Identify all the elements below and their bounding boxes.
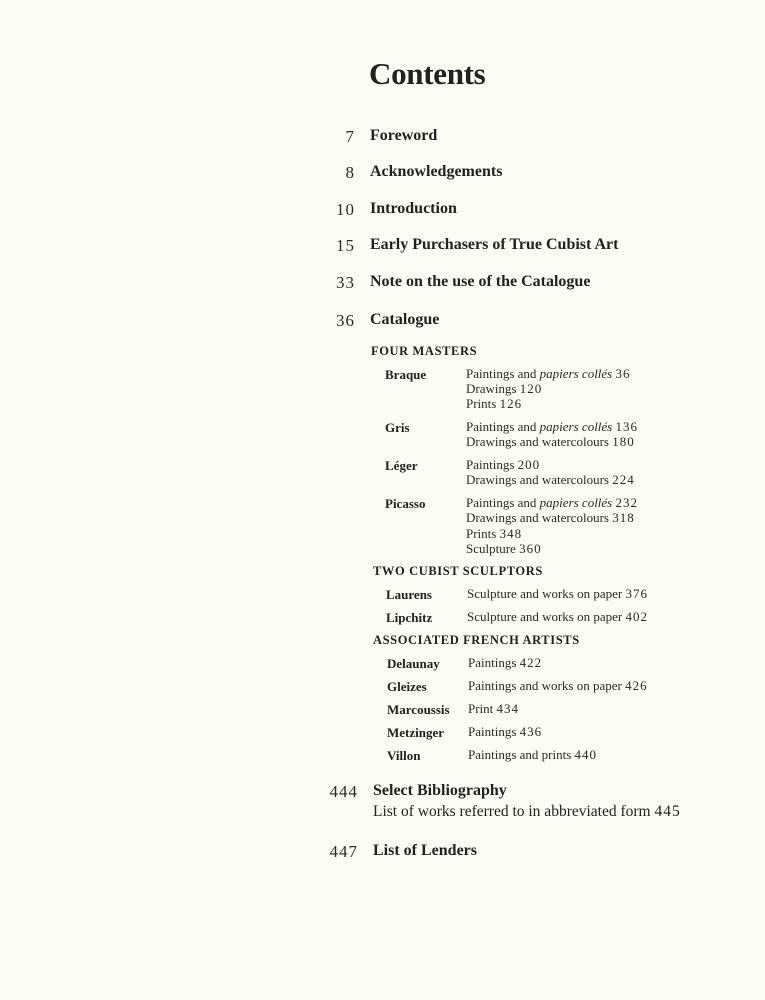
work-label: Paintings and (466, 495, 540, 510)
artist-work-line[interactable] (468, 701, 519, 716)
artist-work-line[interactable] (466, 457, 540, 472)
work-page-number: 360 (519, 541, 542, 556)
work-label: Paintings and works on paper (468, 678, 622, 693)
toc-entry-catalogue-note[interactable] (0, 273, 765, 299)
artist-work-line[interactable] (466, 366, 631, 381)
artist-work-line[interactable] (466, 495, 638, 510)
work-page-number: 232 (615, 495, 638, 510)
artist-work-line[interactable] (468, 724, 542, 739)
work-label: Drawings (466, 381, 517, 396)
artist-work-line[interactable] (466, 434, 635, 449)
work-page-number: 180 (612, 434, 635, 449)
work-label: Drawings and watercolours (466, 472, 609, 487)
work-label: Paintings (468, 655, 517, 670)
toc-page-number: 36 (336, 311, 355, 330)
work-label: Paintings and (466, 419, 540, 434)
artist-name-gleizes[interactable]: Gleizes (387, 679, 427, 694)
work-label-italic: papiers collés (539, 495, 613, 510)
artist-name-villon[interactable]: Villon (387, 748, 421, 763)
work-label: Prints (466, 396, 497, 411)
artist-work-line[interactable] (466, 381, 542, 396)
artist-work-line[interactable] (468, 747, 597, 762)
artist-name-lipchitz[interactable]: Lipchitz (386, 610, 433, 625)
toc-page-number: 7 (345, 127, 355, 146)
artist-work-line[interactable] (466, 510, 635, 525)
work-page-number: 348 (499, 526, 523, 541)
catalogue-section-heading: TWO CUBIST SCULPTORS (373, 564, 543, 578)
artist-name-gris[interactable]: Gris (385, 420, 410, 435)
artist-work-line[interactable] (466, 396, 522, 411)
toc-entry-lenders[interactable] (0, 842, 765, 868)
toc-entry-label: Catalogue (370, 311, 440, 328)
toc-entry-label: Foreword (370, 127, 438, 144)
bibliography-sub-entry[interactable] (373, 803, 681, 821)
catalogue-section-heading: ASSOCIATED FRENCH ARTISTS (373, 633, 580, 647)
toc-page-number: 15 (336, 236, 355, 255)
page-title: Contents (369, 56, 486, 91)
artist-name-braque[interactable]: Braque (385, 367, 427, 382)
toc-entry-introduction[interactable] (0, 200, 765, 226)
work-label: Sculpture and works on paper (467, 586, 623, 601)
work-page-number: 402 (625, 609, 648, 624)
artist-work-line[interactable] (468, 655, 542, 670)
bibliography-sub-page: 445 (654, 803, 681, 820)
work-label: Prints (466, 526, 497, 541)
work-page-number: 318 (612, 510, 635, 525)
toc-page-number: 444 (329, 782, 358, 801)
work-label: Drawings and watercolours (466, 510, 609, 525)
work-page-number: 440 (574, 747, 598, 762)
toc-entry-label: Early Purchasers of True Cubist Art (370, 236, 619, 253)
toc-page-number: 447 (329, 842, 358, 861)
work-label: Sculpture (466, 541, 516, 556)
work-page-number: 200 (517, 457, 541, 472)
toc-entry-catalogue[interactable] (0, 311, 765, 337)
toc-page-number: 10 (336, 200, 355, 219)
toc-page-number: 8 (345, 163, 355, 182)
work-label-italic: papiers collés (539, 419, 613, 434)
work-label: Paintings and (466, 366, 540, 381)
work-label: Paintings and prints (468, 747, 572, 762)
artist-name-picasso[interactable]: Picasso (385, 496, 426, 511)
artist-work-line[interactable] (466, 419, 638, 434)
work-label: Paintings (466, 457, 515, 472)
toc-page-number: 33 (336, 273, 355, 292)
work-label: Paintings (468, 724, 517, 739)
work-label-italic: papiers collés (539, 366, 613, 381)
work-label: Sculpture and works on paper (467, 609, 623, 624)
work-page-number: 436 (519, 724, 543, 739)
artist-work-line[interactable] (467, 609, 648, 624)
bibliography-sub-label: List of works referred to in abbreviated form (373, 803, 651, 820)
catalogue-section-heading: FOUR MASTERS (371, 344, 478, 358)
toc-entry-label: Acknowledgements (370, 163, 503, 180)
artist-name-delaunay[interactable]: Delaunay (387, 656, 440, 671)
work-label: Print (468, 701, 494, 716)
toc-entry-label: Note on the use of the Catalogue (370, 273, 591, 290)
toc-entry-label: Introduction (370, 200, 457, 217)
work-page-number: 120 (519, 381, 543, 396)
artist-work-line[interactable] (468, 678, 648, 693)
artist-work-line[interactable] (466, 526, 522, 541)
work-page-number: 136 (615, 419, 638, 434)
artist-work-line[interactable] (466, 472, 635, 487)
work-page-number: 376 (625, 586, 648, 601)
work-page-number: 36 (615, 366, 631, 381)
artist-name-marcoussis[interactable]: Marcoussis (387, 702, 450, 717)
work-page-number: 126 (499, 396, 523, 411)
work-page-number: 422 (519, 655, 543, 670)
toc-entry-label: List of Lenders (373, 842, 477, 859)
artist-name-metzinger[interactable]: Metzinger (387, 725, 445, 740)
toc-entry-early-purchasers[interactable] (0, 236, 765, 262)
work-page-number: 434 (496, 701, 520, 716)
artist-name-leger[interactable]: Léger (385, 458, 418, 473)
artist-work-line[interactable] (467, 586, 648, 601)
work-label: Drawings and watercolours (466, 434, 609, 449)
work-page-number: 426 (625, 678, 648, 693)
artist-name-laurens[interactable]: Laurens (386, 587, 432, 602)
toc-entry-acknowledgements[interactable] (0, 163, 765, 189)
toc-entry-label: Select Bibliography (373, 782, 507, 799)
work-page-number: 224 (612, 472, 635, 487)
toc-entry-foreword[interactable] (0, 127, 765, 153)
artist-work-line[interactable] (466, 541, 542, 556)
